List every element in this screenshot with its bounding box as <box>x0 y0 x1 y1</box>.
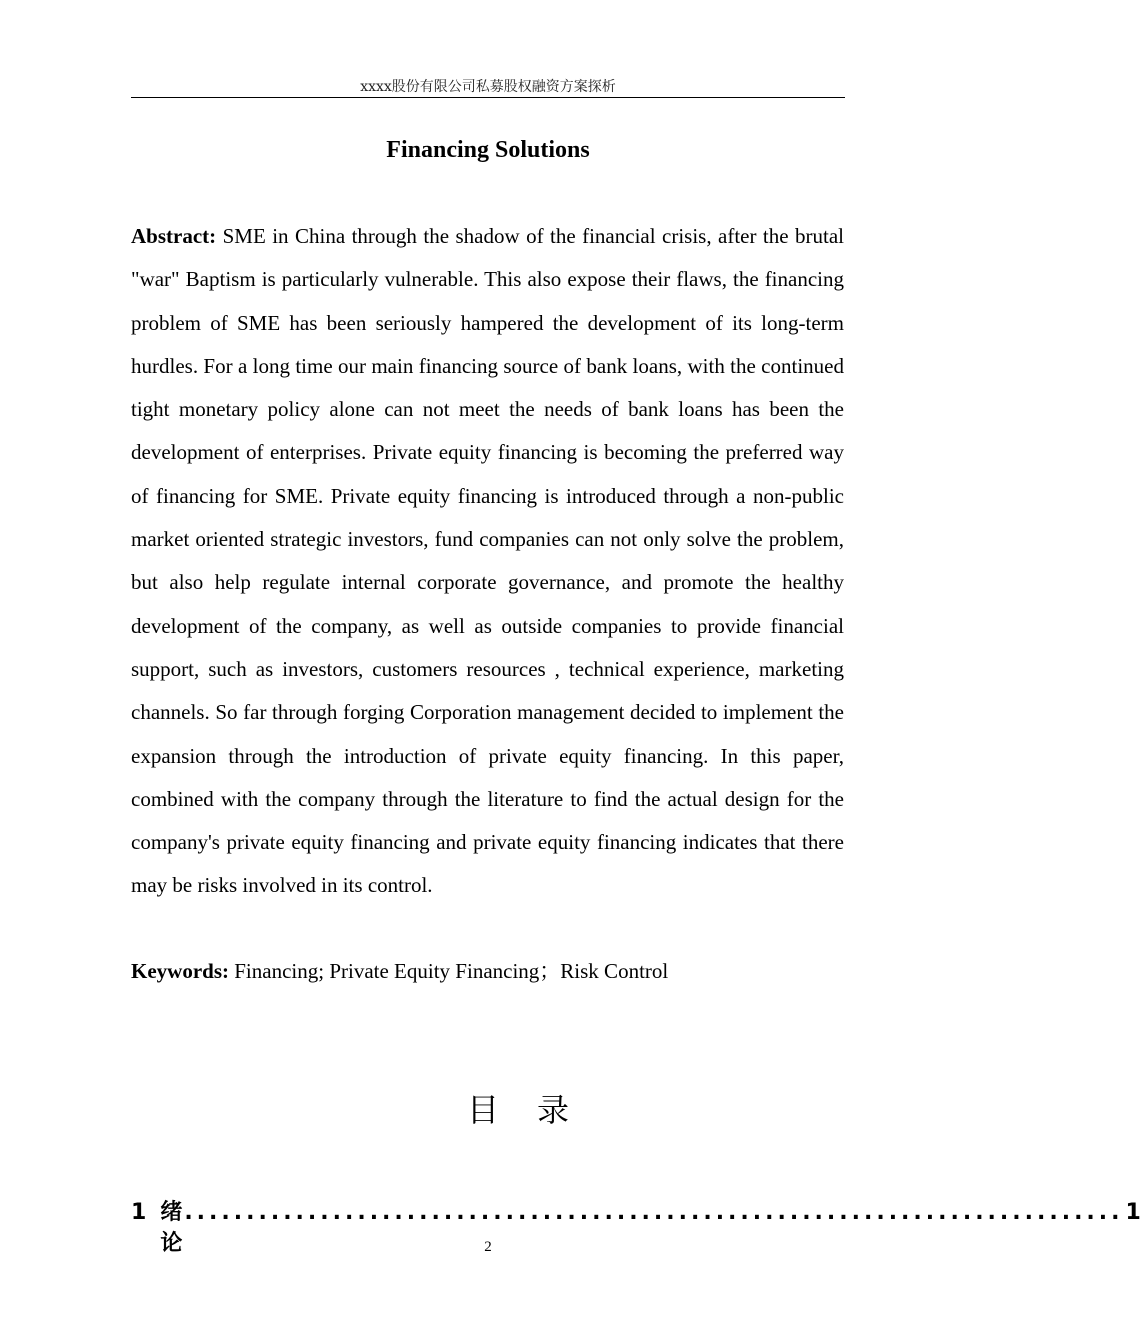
abstract-paragraph <box>131 215 844 908</box>
header-divider <box>131 97 845 98</box>
toc-entry-leader: ............................................................................ <box>184 1200 1124 1225</box>
toc-entry-page: 1 <box>1125 1200 1141 1225</box>
running-header: xxxx股份有限公司私募股权融资方案探析 <box>360 79 616 95</box>
toc-heading-char-2: 录 <box>537 1091 570 1129</box>
toc-entry-number: 1 <box>131 1200 147 1225</box>
page-number: 2 <box>484 1239 492 1255</box>
toc-heading-char-1: 目 <box>466 1091 499 1129</box>
keywords-text: Financing; Private Equity Financing；Risk Control <box>234 959 669 983</box>
keywords-line <box>131 957 845 985</box>
keywords-label: Keywords: <box>131 959 229 983</box>
toc-entry[interactable] <box>131 1195 1141 1256</box>
toc-heading <box>131 1090 905 1130</box>
toc-entry-title: 绪论 <box>160 1200 183 1256</box>
abstract-text: SME in China through the shadow of the financial crisis, after the brutal "war" Baptism is particularly vulnerable. This also expose their flaws, the financing problem of SME has been seriously hampered the development of its long-term hurdles. For a long time our main financing source of bank loans, with the continued tight monetary policy alone can not meet the needs of bank loans has been the development of enterprises. Private equity financing is becoming the preferred way of financing for SME. Private equity financing is introduced through a non-public market oriented strategic investors, fund companies can not only solve the problem, but also help regulate internal corporate governance, and promote the healthy development of the company, as well as outside companies to provide financial support, such as investors, customers resources , technical experience, marketing channels. So far through forging Corporation management decided to implement the expansion through the introduction of private equity financing. In this paper, combined with the company through the literature to find the actual design for the company's private equity financing and private equity financing indicates that there may be risks involved in its control. <box>131 224 845 898</box>
abstract-label: Abstract: <box>131 224 217 248</box>
document-title: Financing Solutions <box>386 137 590 163</box>
